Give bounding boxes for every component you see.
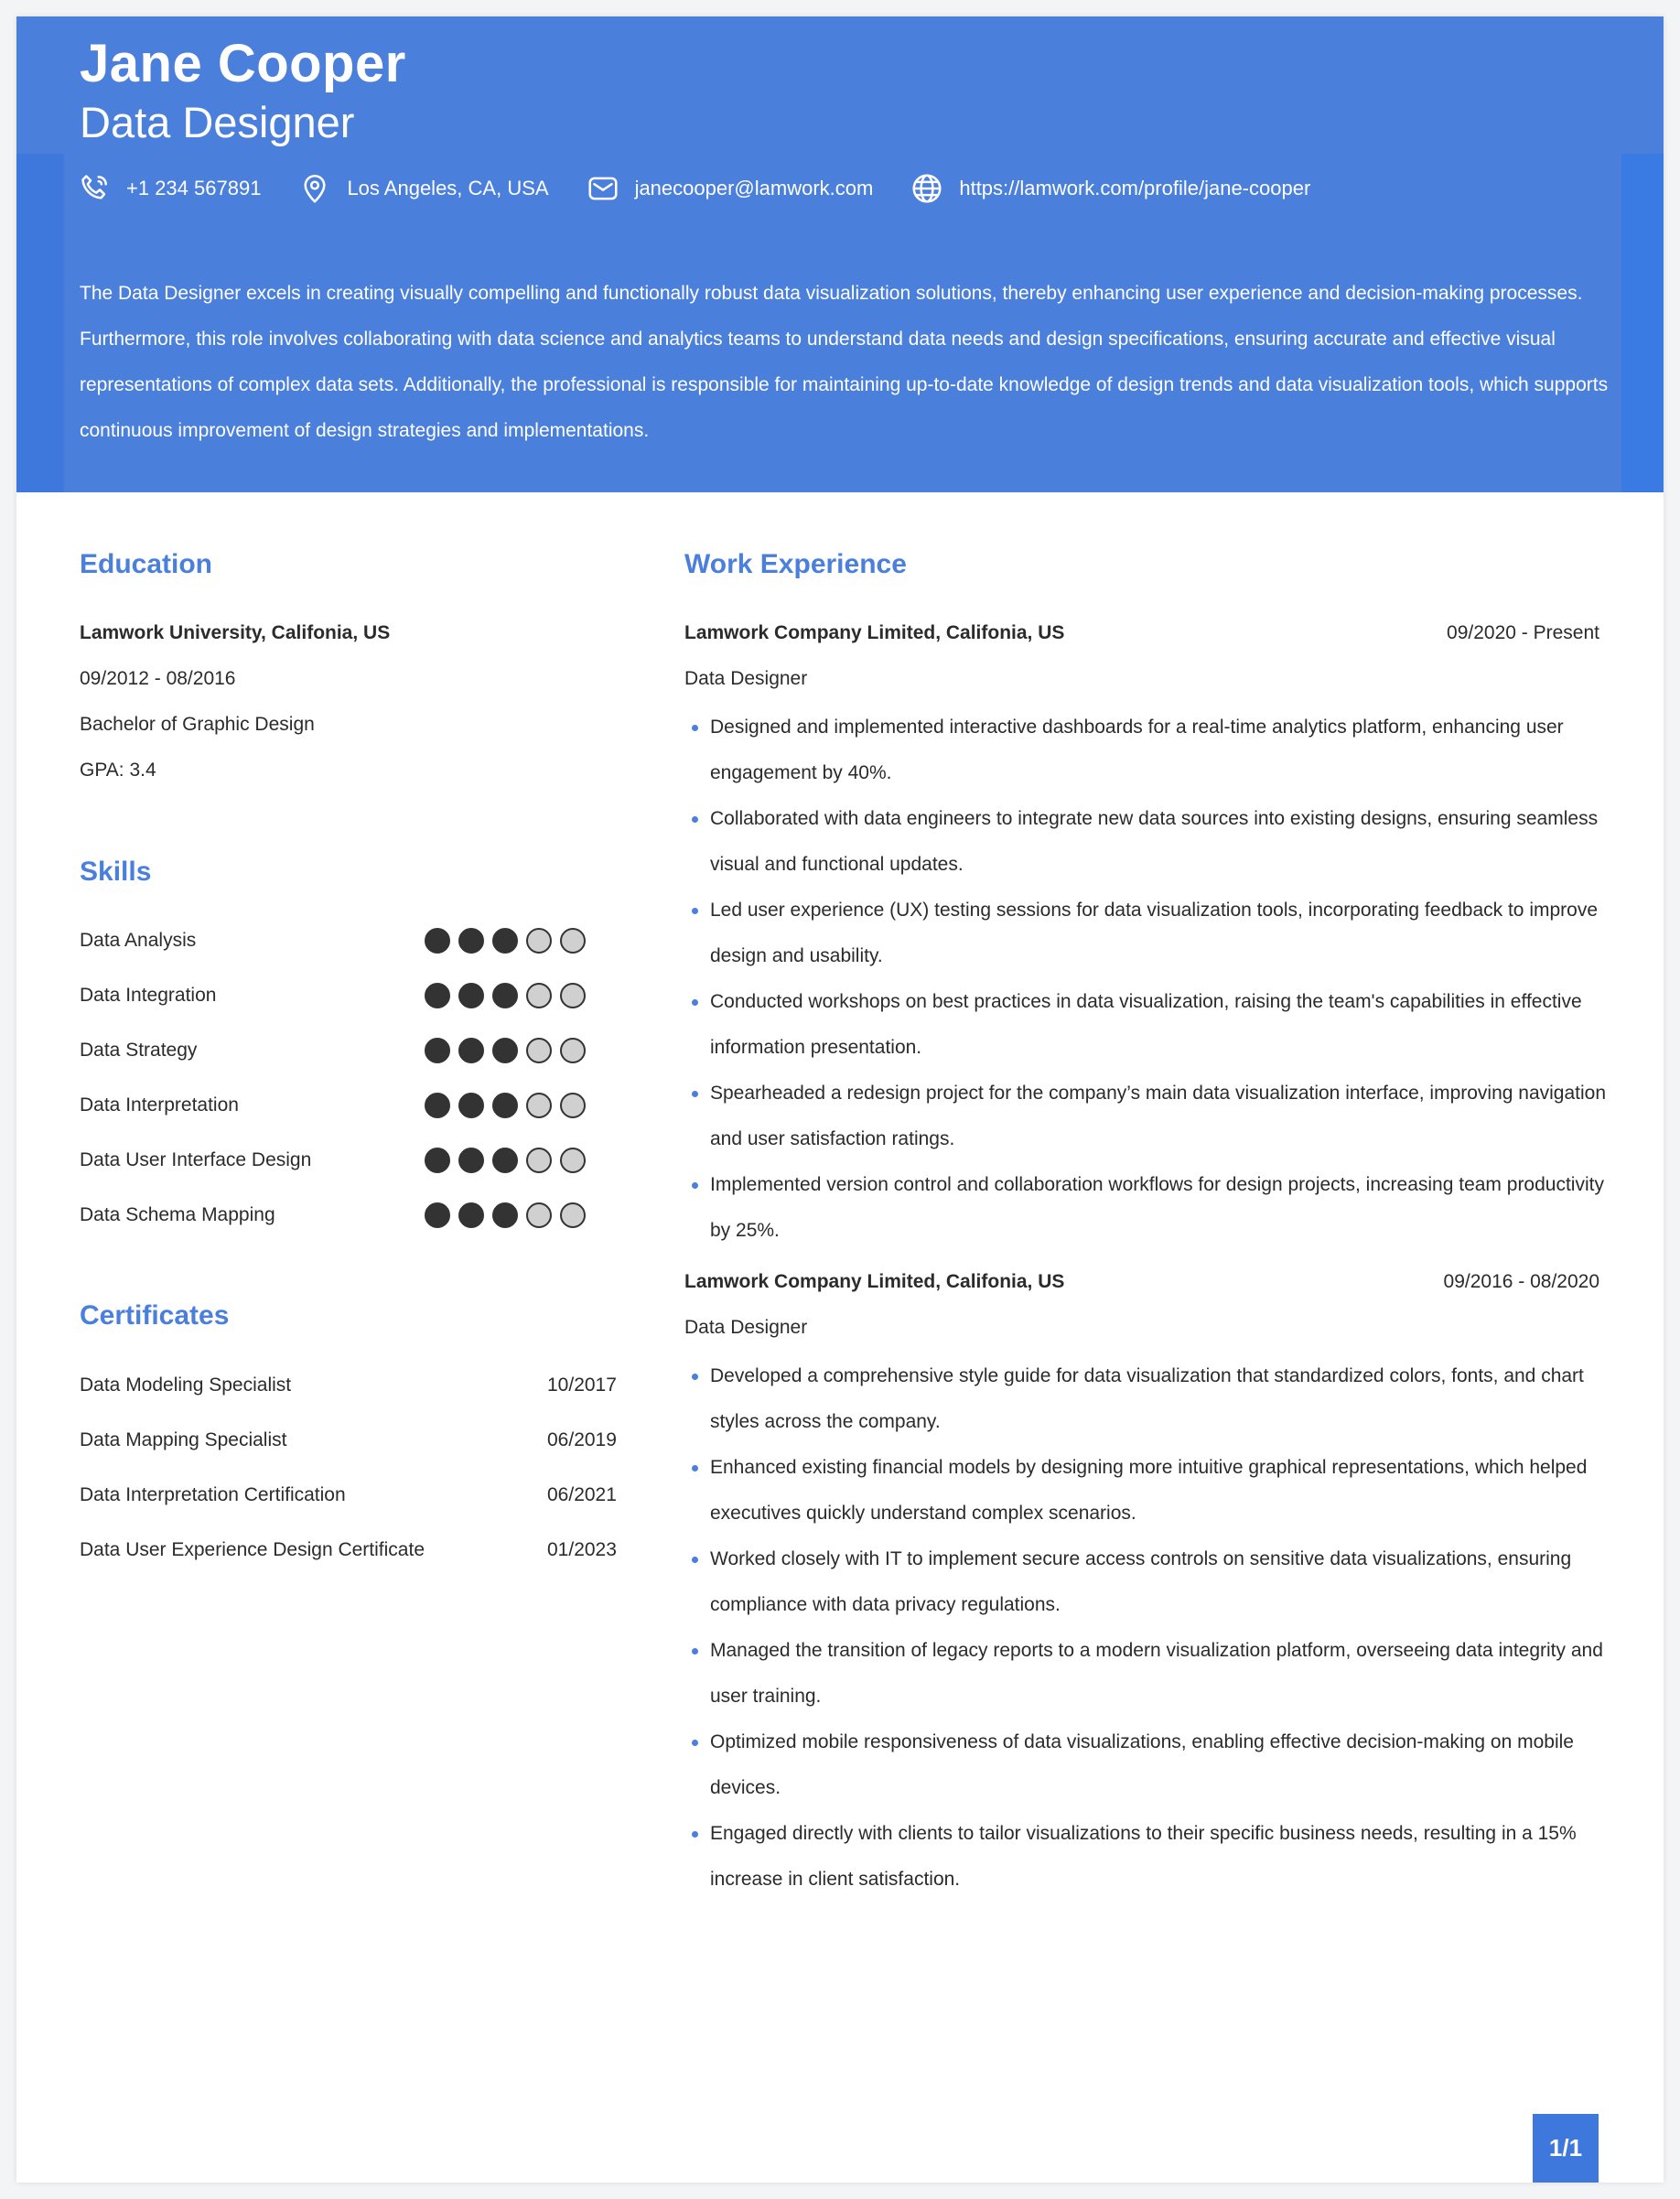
- education-degree: Bachelor of Graphic Design: [80, 714, 315, 735]
- job-bullet: Designed and implemented interactive dashboards for a real-time analytics platform, enhancing user engagement by 40%.: [684, 705, 1618, 796]
- rating-dot-filled: [458, 928, 484, 954]
- rating-dot-filled: [458, 983, 484, 1008]
- rating-dot-filled: [458, 1038, 484, 1063]
- header-accent-right: [1621, 154, 1664, 492]
- job-1-company: Lamwork Company Limited, Califonia, US: [684, 622, 1065, 643]
- job-bullet: Collaborated with data engineers to integrate new data sources into existing designs, ensuring seamless visual and functional updates.: [684, 796, 1618, 888]
- contact-email[interactable]: [586, 171, 874, 206]
- job-bullet: Managed the transition of legacy reports to a modern visualization platform, overseeing data integrity and user training.: [684, 1628, 1618, 1719]
- skill-rating: [425, 1038, 594, 1063]
- job-bullet: Engaged directly with clients to tailor visualizations to their specific business needs, resulting in a 15% increase in client satisfaction.: [684, 1811, 1618, 1903]
- skill-rating: [425, 928, 594, 954]
- rating-dot-filled: [458, 1093, 484, 1118]
- skill-name: Data Strategy: [80, 1040, 198, 1061]
- rating-dot-filled: [492, 1202, 518, 1228]
- candidate-name: Jane Cooper: [80, 34, 406, 93]
- rating-dot-filled: [492, 1148, 518, 1173]
- rating-dot-filled: [425, 1093, 450, 1118]
- contact-phone[interactable]: [77, 171, 261, 206]
- certificate-date: 06/2021: [547, 1484, 617, 1505]
- website-text: https://lamwork.com/profile/jane-cooper: [959, 177, 1311, 199]
- education-heading: Education: [80, 549, 213, 579]
- certificate-date: 06/2019: [547, 1429, 617, 1450]
- rating-dot-filled: [458, 1148, 484, 1173]
- skill-rating: [425, 1202, 594, 1228]
- rating-dot-empty: [560, 1038, 586, 1063]
- candidate-role: Data Designer: [80, 98, 355, 146]
- rating-dot-filled: [492, 983, 518, 1008]
- location-text: Los Angeles, CA, USA: [347, 177, 549, 199]
- job-bullet: Spearheaded a redesign project for the company’s main data visualization interface, improving navigation and user satisfaction ratings.: [684, 1071, 1618, 1162]
- rating-dot-empty: [526, 928, 552, 954]
- certificate-name: Data Interpretation Certification: [80, 1484, 346, 1505]
- rating-dot-filled: [425, 1202, 450, 1228]
- rating-dot-empty: [560, 1093, 586, 1118]
- page-indicator: 1/1: [1533, 2114, 1599, 2183]
- rating-dot-empty: [526, 983, 552, 1008]
- education-school: Lamwork University, Califonia, US: [80, 622, 391, 643]
- rating-dot-filled: [425, 1148, 450, 1173]
- certificate-date: 10/2017: [547, 1374, 617, 1396]
- rating-dot-empty: [526, 1093, 552, 1118]
- contact-bar: [77, 170, 1347, 207]
- certificate-name: Data Modeling Specialist: [80, 1374, 292, 1396]
- skills-heading: Skills: [80, 857, 152, 887]
- job-bullet: Led user experience (UX) testing sessions for data visualization tools, incorporating feedback to improve design and usability.: [684, 888, 1618, 979]
- rating-dot-filled: [492, 1093, 518, 1118]
- job-2-company: Lamwork Company Limited, Califonia, US: [684, 1271, 1065, 1292]
- job-bullet: Optimized mobile responsiveness of data visualizations, enabling effective decision-making on mobile devices.: [684, 1719, 1618, 1811]
- profile-summary: The Data Designer excels in creating visually compelling and functionally robust data visualization solutions, thereby enhancing user experience and decision-making processes. Furthermore, this role involves collaborating with data science and analytics teams to understand data needs and design specifications, ensuring accurate and effective visual representations of complex data sets. Additionally, the professional is responsible for maintaining up-to-date knowledge of design trends and data visualization tools, which supports continuous improvement of design strategies and implementations.: [80, 283, 1609, 441]
- skill-name: Data Analysis: [80, 930, 197, 951]
- contact-website[interactable]: [910, 171, 1310, 206]
- job-bullet: Worked closely with IT to implement secure access controls on sensitive data visualizations, ensuring compliance with data privacy regulations.: [684, 1536, 1618, 1628]
- resume-page: [16, 16, 1664, 2183]
- rating-dot-filled: [492, 928, 518, 954]
- mail-icon: [586, 171, 620, 206]
- certificates-heading: Certificates: [80, 1300, 230, 1331]
- contact-location: [297, 171, 548, 206]
- rating-dot-filled: [425, 928, 450, 954]
- globe-icon: [910, 171, 944, 206]
- skill-name: Data Interpretation: [80, 1094, 239, 1116]
- rating-dot-empty: [526, 1148, 552, 1173]
- job-bullet: Enhanced existing financial models by designing more intuitive graphical representations, which helped executives quickly understand complex scenarios.: [684, 1445, 1618, 1536]
- resume-header: [16, 16, 1664, 492]
- email-text: janecooper@lamwork.com: [634, 177, 874, 199]
- rating-dot-filled: [458, 1202, 484, 1228]
- skill-rating: [425, 1148, 594, 1173]
- rating-dot-empty: [560, 983, 586, 1008]
- header-accent-left: [16, 154, 64, 492]
- work-heading: Work Experience: [684, 549, 907, 579]
- phone-icon: [77, 171, 112, 206]
- job-2-position: Data Designer: [684, 1317, 808, 1338]
- rating-dot-filled: [425, 1038, 450, 1063]
- rating-dot-empty: [560, 928, 586, 954]
- rating-dot-filled: [425, 983, 450, 1008]
- certificate-name: Data User Experience Design Certificate: [80, 1539, 425, 1560]
- education-gpa: GPA: 3.4: [80, 760, 156, 781]
- job-2-dates: 09/2016 - 08/2020: [1443, 1271, 1599, 1292]
- rating-dot-empty: [526, 1202, 552, 1228]
- job-2-bullets: [684, 1353, 1618, 1903]
- skill-name: Data Integration: [80, 985, 217, 1006]
- job-1-position: Data Designer: [684, 668, 808, 689]
- job-bullet: Implemented version control and collaboration workflows for design projects, increasing team productivity by 25%.: [684, 1162, 1618, 1254]
- phone-text: +1 234 567891: [126, 177, 262, 199]
- education-dates: 09/2012 - 08/2016: [80, 668, 236, 689]
- skill-name: Data User Interface Design: [80, 1149, 312, 1170]
- skill-name: Data Schema Mapping: [80, 1204, 275, 1225]
- job-bullet: Conducted workshops on best practices in data visualization, raising the team's capabilities in effective information presentation.: [684, 979, 1618, 1071]
- rating-dot-filled: [492, 1038, 518, 1063]
- location-pin-icon: [297, 171, 332, 206]
- job-1-bullets: [684, 705, 1618, 1254]
- certificate-date: 01/2023: [547, 1539, 617, 1560]
- rating-dot-empty: [560, 1148, 586, 1173]
- skill-rating: [425, 983, 594, 1008]
- job-bullet: Developed a comprehensive style guide for data visualization that standardized colors, fonts, and chart styles across the company.: [684, 1353, 1618, 1445]
- skill-rating: [425, 1093, 594, 1118]
- certificate-name: Data Mapping Specialist: [80, 1429, 287, 1450]
- rating-dot-empty: [560, 1202, 586, 1228]
- rating-dot-empty: [526, 1038, 552, 1063]
- job-1-dates: 09/2020 - Present: [1447, 622, 1599, 643]
